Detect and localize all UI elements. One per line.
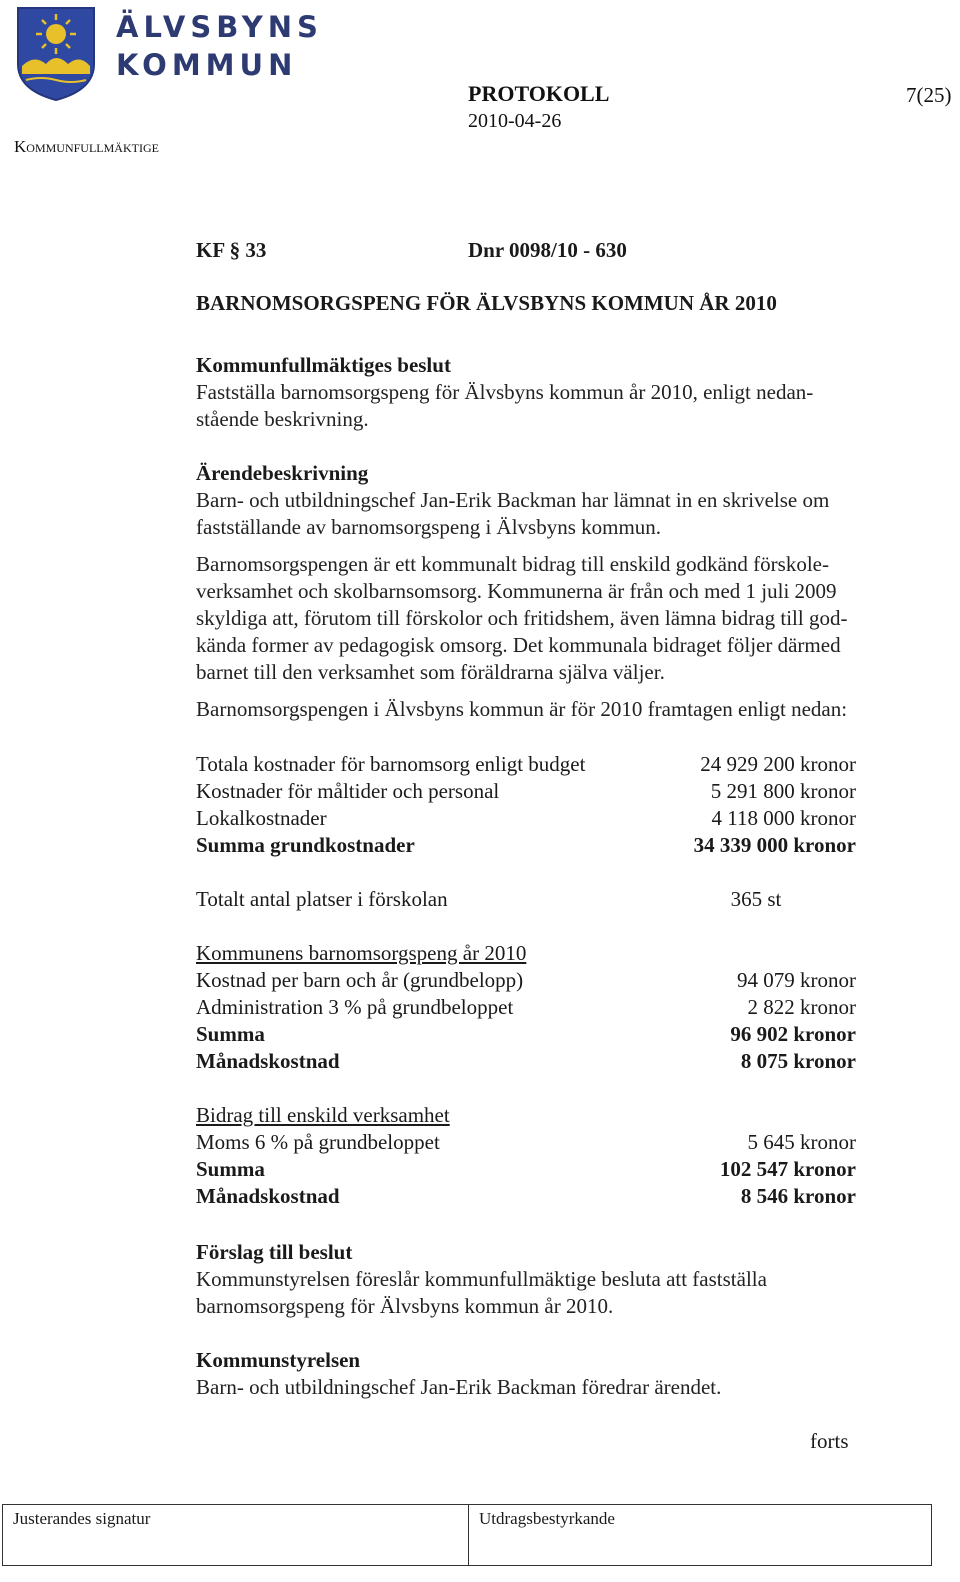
- proposal-text-line: Kommunstyrelsen föreslår kommunfullmäktige besluta att fastställa: [196, 1267, 767, 1291]
- certification-cell: [469, 1505, 931, 1565]
- description-line: Barn- och utbildningschef Jan-Erik Backman har lämnat in en skrivelse om: [196, 488, 830, 512]
- cost-table: [196, 751, 856, 1210]
- table-row-total: [196, 1183, 856, 1210]
- table-row-total: [196, 1021, 856, 1048]
- proposal-section: [196, 1239, 916, 1320]
- document-type: PROTOKOLL: [468, 81, 610, 106]
- description-line: Barnomsorgspengen är ett kommunalt bidrag till enskild godkänd förskole-: [196, 552, 829, 576]
- row-value: 8 075 kronor: [740, 1049, 856, 1073]
- continued-marker: forts: [810, 1429, 849, 1453]
- municipal-heading: Kommunens barnomsorgspeng år 2010: [196, 941, 527, 965]
- row-label: Summa: [196, 1022, 265, 1046]
- table-row: [196, 886, 856, 913]
- row-value: 34 339 000 kronor: [693, 833, 856, 857]
- signature-cell: [3, 1505, 469, 1565]
- row-label: Kostnad per barn och år (grundbelopp): [196, 968, 524, 992]
- case-number: KF § 33: [196, 238, 267, 262]
- decision-heading: Kommunfullmäktiges beslut: [196, 353, 451, 377]
- signature-footer: [2, 1504, 932, 1566]
- table-row: [196, 1129, 856, 1156]
- board-section: [196, 1347, 916, 1401]
- row-value: 2 822 kronor: [747, 995, 856, 1019]
- table-row: [196, 994, 856, 1021]
- row-label: Månadskostnad: [196, 1049, 340, 1073]
- description-line: skyldiga att, förutom till förskolor och fritidshem, även lämna bidrag till god-: [196, 606, 848, 630]
- description-line: fastställande av barnomsorgspeng i Älvsbyns kommun.: [196, 515, 662, 539]
- description-line: kända former av pedagogisk omsorg. Det kommunala bidraget följer därmed: [196, 633, 841, 657]
- table-row-total: [196, 1156, 856, 1183]
- organization-name-line1: ÄLVSBYNS: [116, 10, 323, 44]
- description-heading: Ärendebeskrivning: [196, 461, 369, 485]
- organization-name-line2: KOMMUN: [116, 48, 298, 82]
- municipal-coat-of-arms-icon: [14, 4, 98, 102]
- board-text: Barn- och utbildningschef Jan-Erik Backman föredrar ärendet.: [196, 1375, 722, 1399]
- row-label: Månadskostnad: [196, 1184, 340, 1208]
- table-row: [196, 967, 856, 994]
- row-value: 5 291 800 kronor: [710, 779, 856, 803]
- row-value: 24 929 200 kronor: [700, 752, 856, 776]
- section-heading-row: [196, 1102, 856, 1129]
- governing-body: Kommunfullmäktige: [14, 137, 159, 156]
- table-row: [196, 751, 856, 778]
- row-label: Kostnader för måltider och personal: [196, 779, 500, 803]
- table-row-total: [196, 1048, 856, 1075]
- row-label: Totala kostnader för barnomsorg enligt budget: [196, 752, 586, 776]
- row-label: Administration 3 % på grundbeloppet: [196, 995, 514, 1019]
- row-label: Moms 6 % på grundbeloppet: [196, 1130, 440, 1154]
- case-subject: BARNOMSORGSPENG FÖR ÄLVSBYNS KOMMUN ÅR 2010: [196, 291, 777, 315]
- row-label: Totalt antal platser i förskolan: [196, 887, 448, 911]
- organization-name: [116, 8, 323, 84]
- row-value: 8 546 kronor: [740, 1184, 856, 1208]
- row-label: Summa: [196, 1157, 265, 1181]
- description-line: barnet till den verksamhet som föräldrarna själva väljer.: [196, 660, 665, 684]
- row-value: 4 118 000 kronor: [711, 806, 856, 830]
- board-heading: Kommunstyrelsen: [196, 1348, 361, 1372]
- certification-label: Utdragsbestyrkande: [479, 1509, 615, 1528]
- decision-text-line: stående beskrivning.: [196, 407, 369, 431]
- registration-number: Dnr 0098/10 - 630: [468, 238, 627, 262]
- description-line: verksamhet och skolbarnsomsorg. Kommunerna är från och med 1 juli 2009: [196, 579, 837, 603]
- signature-label: Justerandes signatur: [13, 1509, 151, 1528]
- section-heading-row: [196, 940, 856, 967]
- row-value: 94 079 kronor: [737, 968, 856, 992]
- description-section: [196, 460, 916, 723]
- table-row: [196, 805, 856, 832]
- page-number: 7(25): [906, 83, 952, 107]
- row-label: Summa grundkostnader: [196, 833, 415, 857]
- table-row-total: [196, 832, 856, 859]
- row-label: Lokalkostnader: [196, 806, 327, 830]
- table-row: [196, 778, 856, 805]
- decision-text-line: Fastställa barnomsorgspeng för Älvsbyns kommun år 2010, enligt nedan-: [196, 380, 814, 404]
- row-value: 5 645 kronor: [747, 1130, 856, 1154]
- document-date: 2010-04-26: [468, 110, 562, 132]
- row-value: 365 st: [730, 887, 782, 911]
- private-heading: Bidrag till enskild verksamhet: [196, 1103, 450, 1127]
- proposal-text-line: barnomsorgspeng för Älvsbyns kommun år 2010.: [196, 1294, 614, 1318]
- description-line: Barnomsorgspengen i Älvsbyns kommun är för 2010 framtagen enligt nedan:: [196, 697, 848, 721]
- row-value: 102 547 kronor: [719, 1157, 856, 1181]
- proposal-heading: Förslag till beslut: [196, 1240, 353, 1264]
- decision-section: [196, 352, 916, 433]
- row-value: 96 902 kronor: [730, 1022, 856, 1046]
